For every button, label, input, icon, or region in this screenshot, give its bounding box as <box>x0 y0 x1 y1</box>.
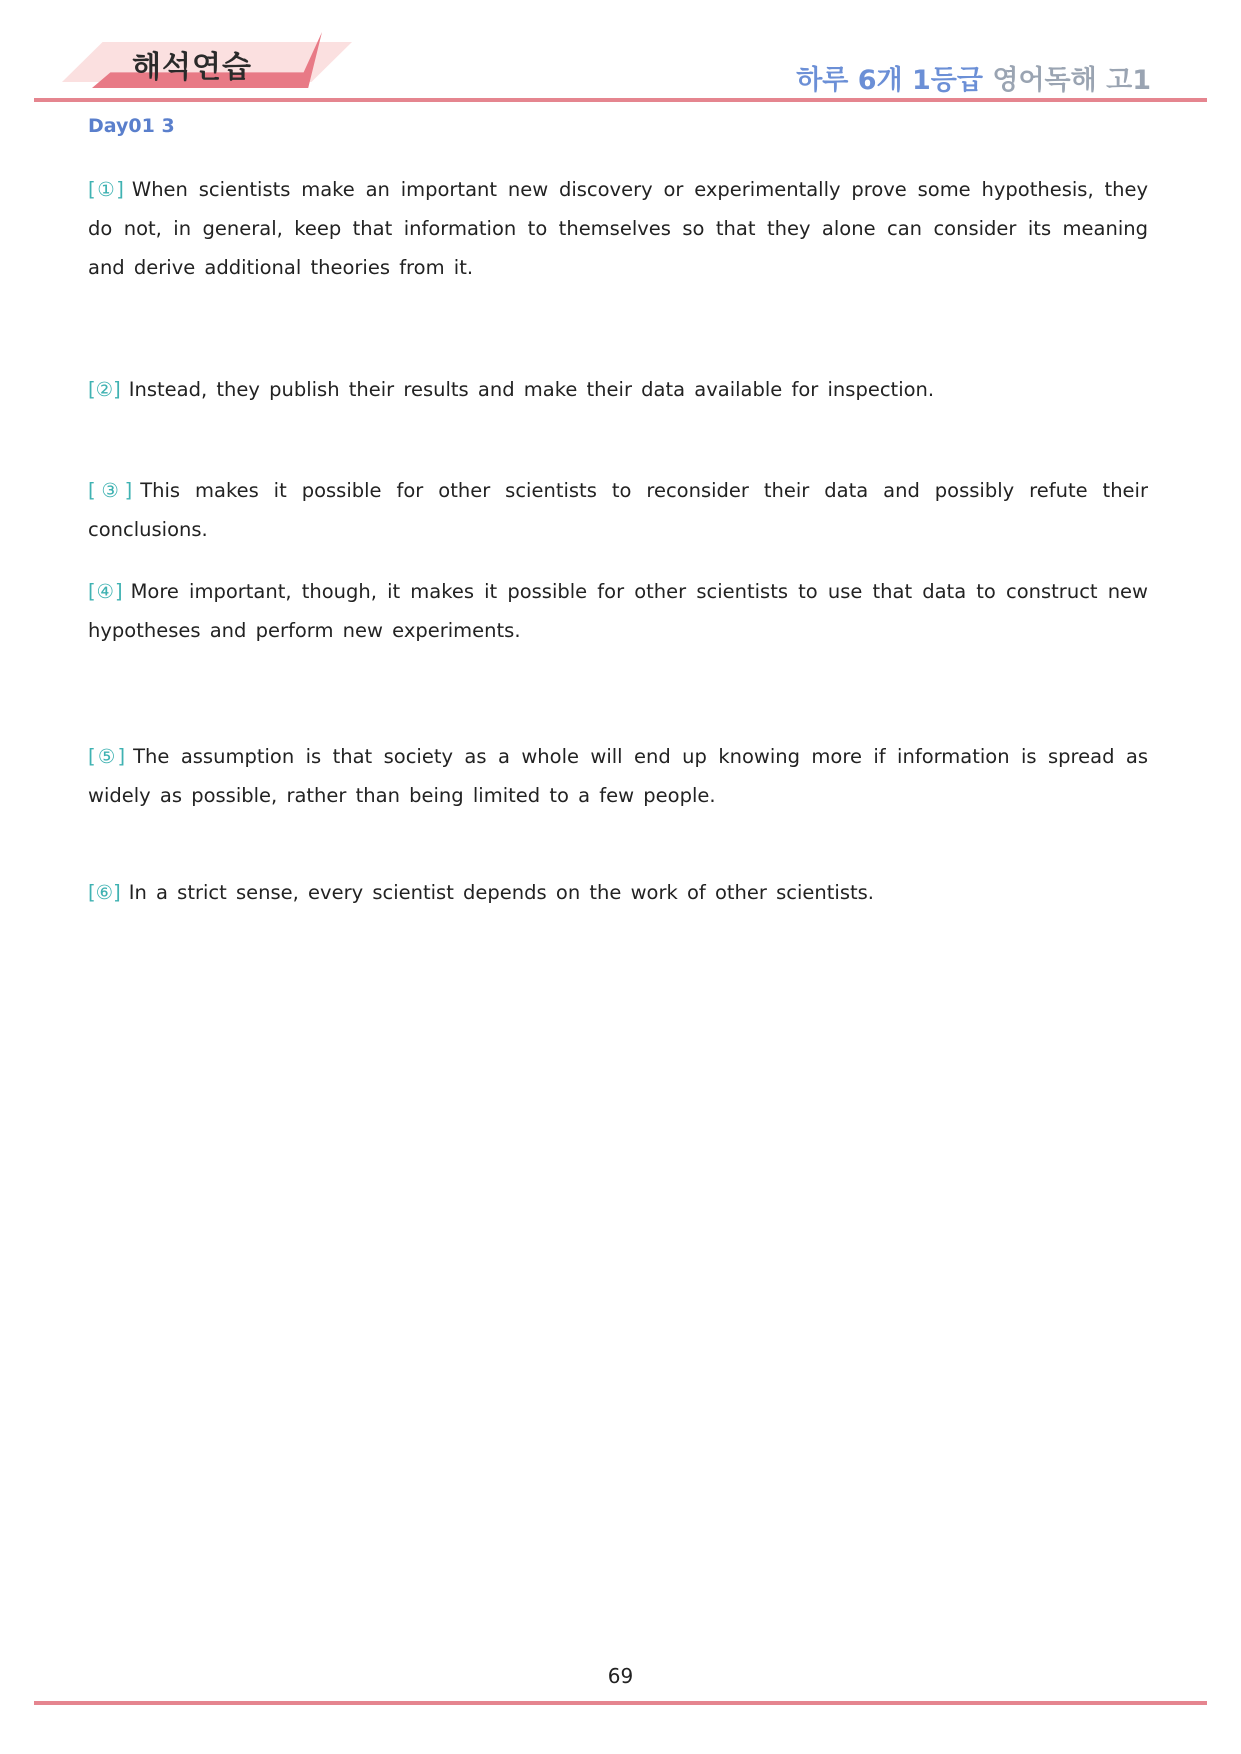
book-title <box>796 58 1151 97</box>
sentence-number: [③] <box>88 479 133 502</box>
sentence-text: In a strict sense, every scientist depends on the work of other scientists. <box>128 881 874 904</box>
sentence-number: [②] <box>88 378 121 401</box>
book-title-primary: 하루 6개 1등급 <box>796 65 983 96</box>
sentence-number: [⑥] <box>88 881 121 904</box>
sentence-5 <box>88 737 1148 815</box>
badge-label: 해석연습 <box>132 50 252 85</box>
sentence-2 <box>88 370 1148 409</box>
sentence-number: [④] <box>88 580 123 603</box>
sentence-text: More important, though, it makes it possible for other scientists to use that data to construct new hypotheses and perform new experiments. <box>88 580 1148 642</box>
sentence-3 <box>88 471 1148 549</box>
page-number: 69 <box>607 1664 634 1688</box>
sentence-1 <box>88 170 1148 287</box>
sentence-6 <box>88 873 1148 912</box>
book-title-secondary: 영어독해 고1 <box>992 65 1151 96</box>
sentence-text: This makes it possible for other scientists to reconsider their data and possibly refute their conclusions. <box>88 479 1148 541</box>
sentence-text: When scientists make an important new discovery or experimentally prove some hypothesis, they do not, in general, keep that information to themselves so that they alone can consider its meaning and derive additional theories from it. <box>88 178 1148 279</box>
sentence-4 <box>88 572 1148 650</box>
footer-divider <box>34 1701 1207 1705</box>
sentence-text: Instead, they publish their results and make their data available for inspection. <box>128 378 935 401</box>
section-badge <box>62 32 362 92</box>
day-label: Day01 3 <box>88 115 175 137</box>
sentence-number: [⑤] <box>88 745 126 768</box>
sentence-text: The assumption is that society as a whole will end up knowing more if information is spread as widely as possible, rather than being limited to a few people. <box>88 745 1148 807</box>
header-divider <box>34 98 1207 102</box>
sentence-number: [①] <box>88 178 124 201</box>
